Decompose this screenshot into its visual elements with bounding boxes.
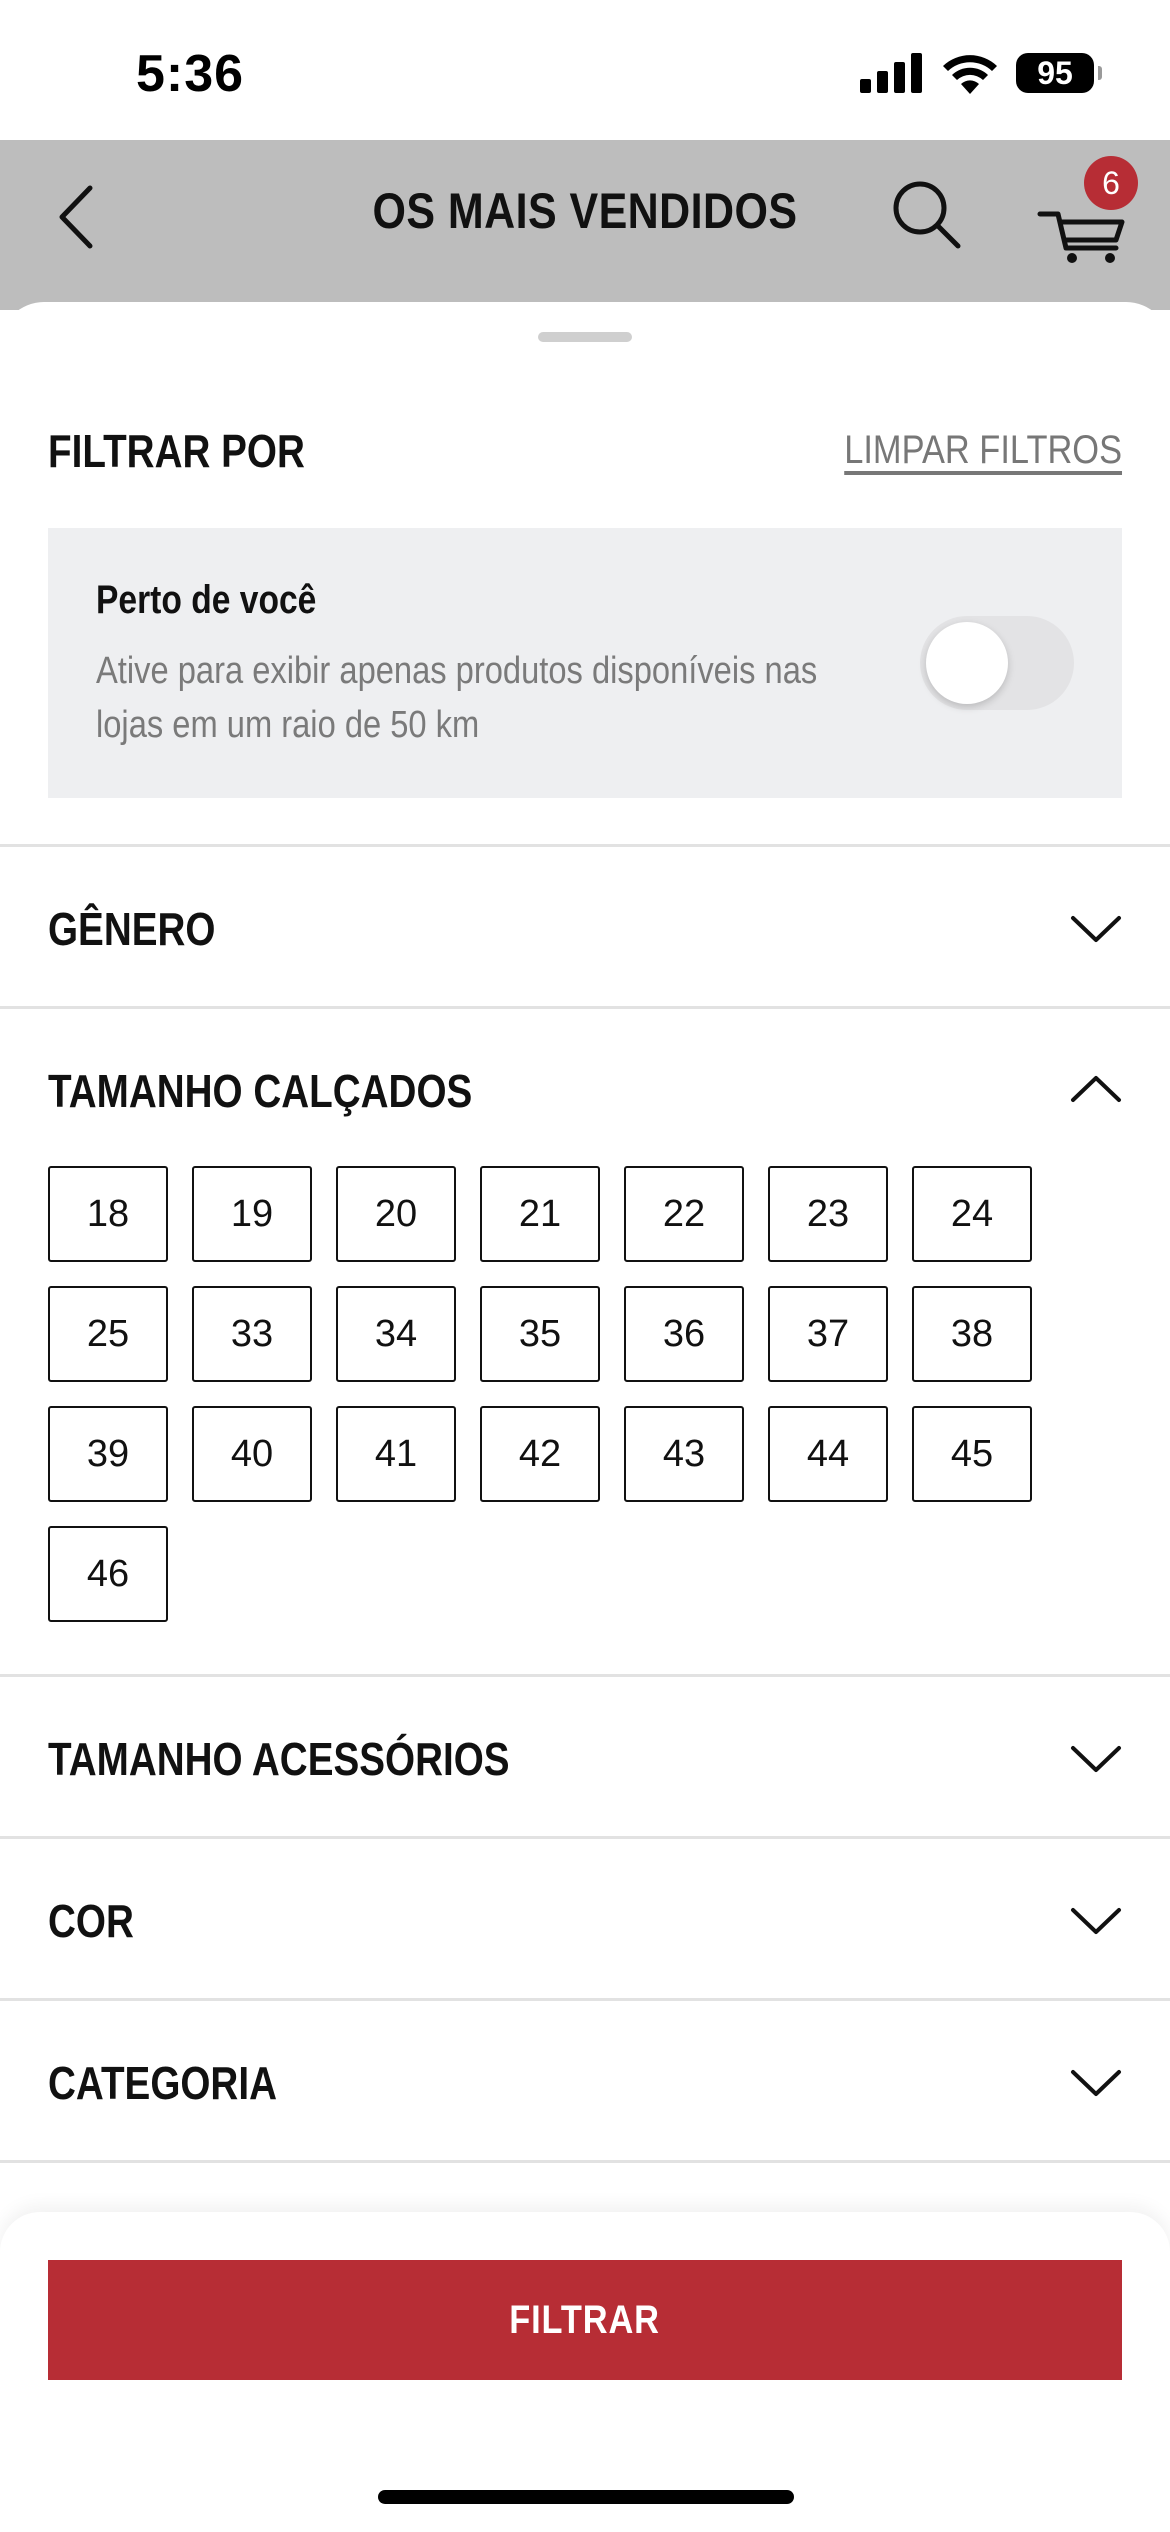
sheet-footer	[0, 2212, 1170, 2532]
size-option[interactable]: 19	[192, 1166, 312, 1262]
home-indicator	[378, 2490, 794, 2504]
apply-filter-label: FILTRAR	[509, 2297, 661, 2342]
sheet-grabber[interactable]	[538, 332, 632, 342]
chevron-up-icon	[1070, 1066, 1122, 1114]
shoe-size-grid	[48, 1166, 1068, 1622]
near-you-toggle[interactable]	[920, 616, 1074, 710]
section-genero[interactable]	[0, 846, 1170, 1006]
cellular-signal-icon	[860, 53, 924, 93]
size-option[interactable]: 40	[192, 1406, 312, 1502]
size-option[interactable]: 21	[480, 1166, 600, 1262]
battery-level: 95	[1037, 54, 1073, 91]
section-tamanho-acessorios[interactable]	[0, 1676, 1170, 1836]
page-title: OS MAIS VENDIDOS	[372, 183, 798, 239]
toggle-knob	[926, 622, 1008, 704]
apply-filter-button[interactable]	[48, 2260, 1122, 2380]
size-option[interactable]: 45	[912, 1406, 1032, 1502]
status-bar	[0, 0, 1170, 140]
filter-sheet	[0, 302, 1170, 2532]
status-icons	[860, 52, 1094, 94]
section-cor[interactable]	[0, 1838, 1170, 1998]
near-you-description: Ative para exibir apenas produtos disponíveis nas lojas em um raio de 50 km	[96, 650, 818, 746]
chevron-down-icon	[1070, 2058, 1122, 2106]
search-icon[interactable]	[886, 174, 966, 254]
size-option[interactable]: 23	[768, 1166, 888, 1262]
section-tamanho-calcados[interactable]	[0, 1008, 1170, 1168]
size-option[interactable]: 22	[624, 1166, 744, 1262]
section-genero-label: GÊNERO	[48, 903, 216, 955]
section-categoria[interactable]	[0, 2000, 1170, 2160]
size-option[interactable]: 43	[624, 1406, 744, 1502]
status-time: 5:36	[136, 45, 245, 103]
chevron-down-icon	[1070, 904, 1122, 952]
nav-header	[0, 140, 1170, 310]
size-option[interactable]: 39	[48, 1406, 168, 1502]
chevron-down-icon	[1070, 1734, 1122, 1782]
size-option[interactable]: 34	[336, 1286, 456, 1382]
size-option[interactable]: 18	[48, 1166, 168, 1262]
size-option[interactable]: 36	[624, 1286, 744, 1382]
cart-count-badge: 6	[1084, 156, 1138, 210]
size-option[interactable]: 46	[48, 1526, 168, 1622]
section-tamanho-calcados-label: TAMANHO CALÇADOS	[48, 1065, 473, 1117]
divider	[0, 2160, 1170, 2163]
section-categoria-label: CATEGORIA	[48, 2057, 277, 2109]
near-you-panel	[48, 528, 1122, 798]
size-option[interactable]: 37	[768, 1286, 888, 1382]
size-option[interactable]: 25	[48, 1286, 168, 1382]
size-option[interactable]: 38	[912, 1286, 1032, 1382]
battery-icon	[1016, 53, 1094, 93]
chevron-down-icon	[1070, 1896, 1122, 1944]
size-option[interactable]: 33	[192, 1286, 312, 1382]
size-option[interactable]: 42	[480, 1406, 600, 1502]
size-option[interactable]: 20	[336, 1166, 456, 1262]
section-cor-label: COR	[48, 1895, 134, 1947]
section-tamanho-acessorios-label: TAMANHO ACESSÓRIOS	[48, 1733, 510, 1785]
size-option[interactable]: 41	[336, 1406, 456, 1502]
size-option[interactable]: 44	[768, 1406, 888, 1502]
wifi-icon	[942, 52, 998, 94]
size-option[interactable]: 24	[912, 1166, 1032, 1262]
near-you-title: Perto de você	[96, 578, 317, 622]
size-option[interactable]: 35	[480, 1286, 600, 1382]
clear-filters-link[interactable]: LIMPAR FILTROS	[844, 428, 1122, 472]
filter-title: FILTRAR POR	[48, 425, 305, 477]
